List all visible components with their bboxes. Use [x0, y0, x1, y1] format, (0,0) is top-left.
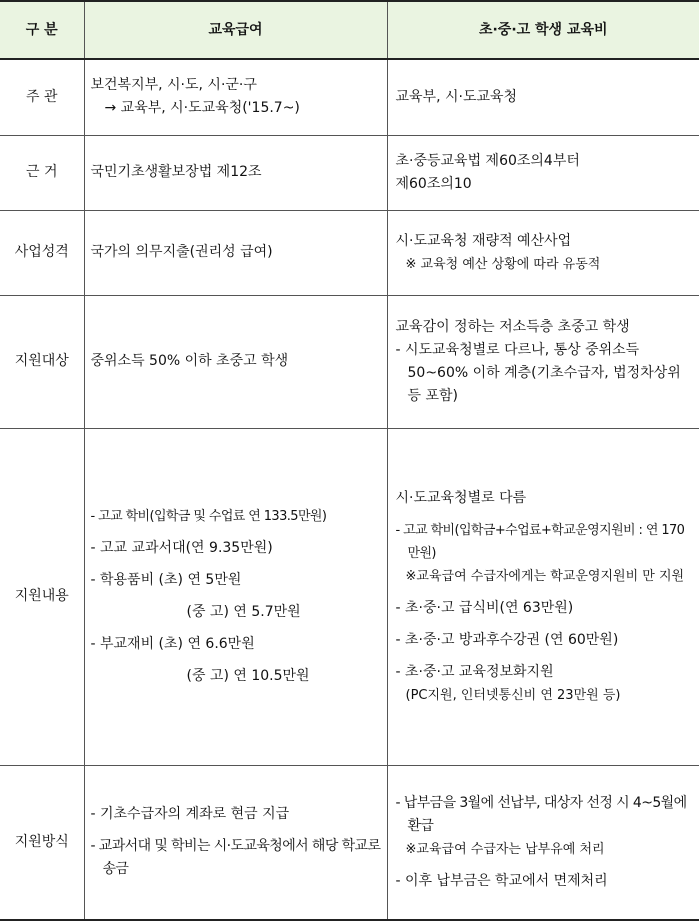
cell-line: (중 고) 연 5.7만원 [186, 604, 301, 620]
cell-line: - 초·중·고 급식비(연 63만원) [395, 599, 574, 616]
row-label: 사업성격 [0, 210, 84, 295]
cell-edu [84, 210, 387, 295]
cell-note: ※교육급여 수급자는 납부유예 처리 [405, 841, 605, 857]
cell-edu [84, 765, 387, 920]
cell-edu [84, 59, 387, 135]
row-naeyong [0, 428, 699, 765]
header-row [0, 1, 699, 59]
row-label: 지원대상 [0, 295, 84, 428]
cell-line: - 기초수급자의 계좌로 현금 지급 [90, 806, 290, 823]
row-label: 지원방식 [0, 765, 84, 920]
cell-line: - 시도교육청별로 다르나, 통상 중위소득 50~60% 이하 계층(기초수급자, 법정차상위 등 포함) [395, 341, 681, 404]
cell-line: - 이후 납부금은 학교에서 면제처리 [395, 872, 608, 889]
cell-line: - 교과서대 및 학비는 시·도교육청에서 해당 학교로 송금 [90, 838, 381, 878]
cell-edu [84, 295, 387, 428]
cell-edu [84, 428, 387, 765]
cell-line: 교육부, 시·도교육청 [395, 88, 518, 105]
cell-line: - 고교 학비(입학금+수업료+학교운영지원비 : 연 170만원) [395, 522, 685, 561]
cell-note: ※ 교육청 예산 상황에 따라 유동적 [405, 256, 601, 272]
cell-school [387, 295, 699, 428]
cell-line: 초·중등교육법 제60조의4부터 [395, 152, 580, 169]
cell-edu [84, 135, 387, 210]
row-geungeo [0, 135, 699, 210]
cell-line: 국민기초생활보장법 제12조 [90, 164, 262, 180]
cell-line: - 부교재비 (초) 연 6.6만원 [90, 636, 255, 652]
row-label: 지원내용 [0, 428, 84, 765]
cell-line: 국가의 의무지출(권리성 급여) [90, 244, 273, 260]
cell-note: ※교육급여 수급자에게는 학교운영지원비 만 지원 [405, 568, 685, 584]
cell-school [387, 210, 699, 295]
row-saeop [0, 210, 699, 295]
row-label: 근 거 [0, 135, 84, 210]
cell-line: - 납부금을 3월에 선납부, 대상자 선정 시 4~5월에 환급 [395, 794, 687, 834]
header-education-benefit: 교육급여 [84, 1, 387, 59]
cell-school [387, 428, 699, 765]
cell-line: - 학용품비 (초) 연 5만원 [90, 572, 242, 588]
row-daesang [0, 295, 699, 428]
cell-line: (PC지원, 인터넷통신비 연 23만원 등) [405, 687, 621, 703]
cell-line: 중위소득 50% 이하 초중고 학생 [90, 353, 289, 369]
cell-line: - 초·중·고 방과후수강권 (연 60만원) [395, 631, 619, 648]
cell-line: 보건복지부, 시·도, 시·군·구 [90, 77, 257, 94]
cell-line: 시·도교육청 재량적 예산사업 [395, 232, 572, 249]
cell-line: 제60조의10 [395, 175, 472, 192]
cell-line: - 초·중·고 교육정보화지원 [395, 663, 554, 680]
row-jugwan [0, 59, 699, 135]
cell-line: - 고교 교과서대(연 9.35만원) [90, 540, 273, 556]
cell-line: → 교육부, 시·도교육청('15.7~) [104, 100, 300, 117]
row-label: 주 관 [0, 59, 84, 135]
header-student-education-cost: 초·중·고 학생 교육비 [387, 1, 699, 59]
header-category: 구 분 [0, 1, 84, 59]
cell-line: 시·도교육청별로 다름 [395, 489, 527, 506]
cell-school [387, 135, 699, 210]
cell-school [387, 765, 699, 920]
cell-line: - 고교 학비(입학금 및 수업료 연 133.5만원) [90, 509, 327, 524]
row-bangsik [0, 765, 699, 920]
cell-line: 교육감이 정하는 저소득층 초중고 학생 [395, 318, 630, 335]
cell-school [387, 59, 699, 135]
cell-line: (중 고) 연 10.5만원 [186, 668, 310, 684]
